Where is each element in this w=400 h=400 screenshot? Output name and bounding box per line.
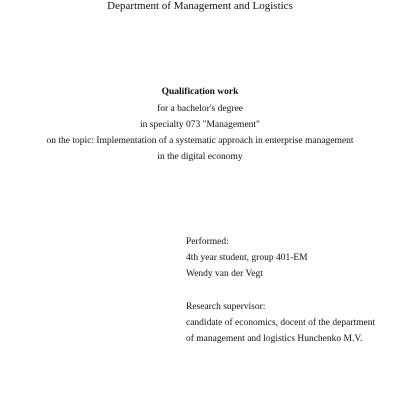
degree-line: for a bachelor's degree (157, 104, 243, 114)
department-heading: Department of Management and Logistics (107, 0, 293, 12)
student-name: Wendy van der Vegt (186, 269, 263, 279)
supervisor-line-2: of management and logistics Hunchenko M.V. (186, 334, 363, 344)
work-type-title: Qualification work (161, 87, 239, 97)
title-block (0, 83, 400, 165)
supervisor-label: Research supervisor: (186, 302, 266, 312)
supervisor-line-1: candidate of economics, docent of the department (186, 318, 376, 328)
topic-line-2: in the digital economy (157, 152, 243, 162)
specialty-line: in specialty 073 "Management" (140, 120, 260, 130)
performed-block (186, 234, 308, 282)
student-info: 4th year student, group 401-EM (186, 253, 308, 263)
topic-line-1: on the topic: Implementation of a systematic approach in enterprise management (46, 136, 354, 146)
supervisor-block (186, 299, 375, 347)
performed-label: Performed: (186, 237, 229, 247)
